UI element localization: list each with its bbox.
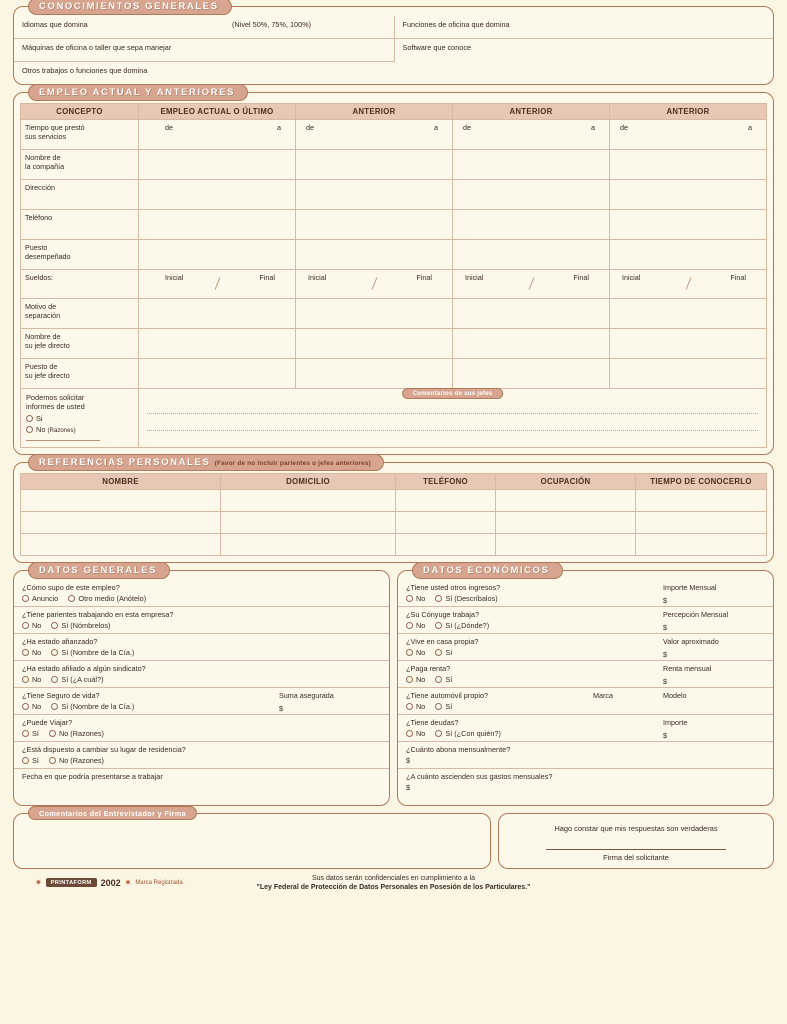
a-label-2: a [434,123,438,132]
radio-icon-casa-si[interactable] [435,649,442,656]
de-opt-casa-si[interactable] [435,648,452,657]
section-title-conocimientos: CONOCIMIENTOS GENERALES [28,0,232,15]
section-title-empleo: EMPLEO ACTUAL Y ANTERIORES [28,84,248,101]
de-opt-deudas-si[interactable] [435,729,501,738]
de-percepcion-mensual-money[interactable]: $ [663,623,667,632]
de-q-otros-ingresos [398,580,773,607]
dg-opt-afianzado-no[interactable] [22,648,41,657]
de-label-automovil: ¿Tiene automóvil propio? [406,691,489,700]
dg-q-afianzado [14,634,389,661]
radio-icon-viajar-no[interactable] [49,730,56,737]
referencias-body [14,463,773,562]
radio-icon-afianzado-no[interactable] [22,649,29,656]
referencias-cell-ocupacion-1[interactable] [496,490,636,512]
brand-year: 2002 [100,877,121,888]
inicial-label-1: Inicial [165,273,184,282]
dg-opt-seguro-no[interactable] [22,702,41,711]
referencias-subtitle-text: (Favor de no incluir parientes o jefes anteriores) [214,460,371,467]
brand-block [35,878,183,888]
dg-opt-sindicato-no-label: No [32,675,42,684]
empleo-cell-jefe-nombre-2[interactable] [296,329,453,359]
radio-icon-conyuge-no[interactable] [406,622,413,629]
empleo-cell-nombre-4[interactable] [610,150,767,180]
radio-icon-conyuge-si[interactable] [435,622,442,629]
legal-line-1: Sus datos serán confidenciales en cumplimiento a la [311,875,476,882]
final-label-2: Final [416,273,432,282]
de-label-abono: ¿Cuánto abona mensualmente? [406,745,511,754]
radio-icon-sindicato-no[interactable] [22,676,29,683]
de-opt-casa-si-label: Sí [445,648,453,657]
declaracion-text: Hago constar que mis respuestas son verdaderas [554,824,718,833]
dg-opt-parientes-no-label: No [32,621,42,630]
firma-line[interactable] [546,849,726,850]
de-q-automovil [398,688,773,715]
field-maquinas[interactable] [14,39,394,62]
de-importe-deuda [663,718,765,740]
de-q-conyuge [398,607,773,634]
empleo-cell-direccion-4[interactable] [610,180,767,210]
a-label-4: a [748,123,752,132]
empleo-row-puesto [21,240,767,270]
de-opt-auto-no-label: No [416,702,426,711]
empleo-cell-sueldo-2[interactable] [296,270,453,299]
de-q-renta [398,661,773,688]
dg-q-viajar [14,715,389,742]
referencias-cell-domicilio-2[interactable] [221,512,396,534]
radio-icon-ingresos-si[interactable] [435,595,442,602]
de-opt-casa-no[interactable] [406,648,425,657]
field-software[interactable] [394,39,774,62]
comentarios-jefes-line-1[interactable] [147,403,758,414]
dg-opt-parientes-si[interactable] [51,621,110,630]
dg-opt-seguro-no-label: No [32,702,42,711]
de-valor-aproximado-money[interactable]: $ [663,650,667,659]
de-opt-renta-no-label: No [416,675,426,684]
empleo-cell-nombre-1[interactable] [139,150,296,180]
de-opt-ingresos-no-label: No [416,594,426,603]
empleo-label-jefe-puesto: Puesto de su jefe directo [21,359,139,389]
referencias-header-telefono: TELÉFONO [396,474,496,490]
legal-line-2: "Ley Federal de Protección de Datos Personales en Posesión de los Particulares." [256,884,531,892]
de-opt-renta-si-label: Sí [445,675,453,684]
referencias-cell-nombre-1[interactable] [21,490,221,512]
de-opt-conyuge-si[interactable] [435,621,489,630]
de-label-4: de [620,123,628,132]
empleo-table [20,103,767,389]
de-opt-auto-no[interactable] [406,702,425,711]
de-q-abono [398,742,773,769]
empleo-row-motivo [21,299,767,329]
referencias-cell-telefono-1[interactable] [396,490,496,512]
radio-icon-informes-si[interactable] [26,415,33,422]
empleo-cell-tiempo-4[interactable] [610,120,767,150]
empleo-cell-jefe-nombre-1[interactable] [139,329,296,359]
de-abono-money[interactable]: $ [406,756,411,765]
empleo-row-jefe-puesto [21,359,767,389]
radio-icon-seguro-si[interactable] [51,703,58,710]
referencias-cell-tiempo-1[interactable] [636,490,767,512]
de-label-deudas: ¿Tiene deudas? [406,718,459,727]
empleo-cell-direccion-3[interactable] [453,180,610,210]
dg-label-seguro-vida: ¿Tiene Seguro de vida? [22,691,100,700]
de-q-gastos [398,769,773,795]
empleo-cell-direccion-1[interactable] [139,180,296,210]
dg-opt-viajar-si[interactable] [22,729,39,738]
datos-economicos-body [398,571,773,795]
empleo-cell-puesto-3[interactable] [453,240,610,270]
de-opt-deudas-si-label: Sí (¿Con quién?) [445,729,501,738]
field-funciones-oficina[interactable] [394,16,774,39]
de-q-deudas [398,715,773,742]
dg-suma-asegurada-label: Suma asegurada [279,691,334,700]
dg-opt-anuncio[interactable] [22,594,58,603]
empleo-cell-motivo-1[interactable] [139,299,296,329]
empleo-cell-telefono-2[interactable] [296,210,453,240]
de-label-conyuge: ¿Su Cónyuge trabaja? [406,610,480,619]
de-q-casa-propia [398,634,773,661]
empleo-cell-motivo-3[interactable] [453,299,610,329]
dg-opt-viajar-no[interactable] [49,729,104,738]
de-label-casa-propia: ¿Vive en casa propia? [406,637,479,646]
de-opt-conyuge-no-label: No [416,621,426,630]
empleo-cell-tiempo-3[interactable] [453,120,610,150]
dg-suma-asegurada [279,691,381,713]
de-valor-aproximado-label: Valor aproximado [663,637,719,646]
informes-razones-line[interactable] [26,434,100,441]
empleo-label-puesto: Puesto desempeñado [21,240,139,270]
label-maquinas: Máquinas de oficina o taller que sepa manejar [22,43,172,52]
de-modelo [663,691,765,700]
de-importe-deuda-money[interactable]: $ [663,731,667,740]
de-label-1: de [165,123,173,132]
de-label-gastos: ¿A cuánto ascienden sus gastos mensuales? [406,772,553,781]
de-label-renta: ¿Paga renta? [406,664,451,673]
radio-icon-informes-no[interactable] [26,426,33,433]
de-opt-deudas-no[interactable] [406,729,425,738]
empleo-label-tiempo: Tiempo que prestó sus servicios [21,120,139,150]
section-title-datos-economicos: DATOS ECONÓMICOS [412,562,563,579]
empleo-cell-puesto-2[interactable] [296,240,453,270]
de-modelo-label: Modelo [663,691,687,700]
informes-si-label: Si [36,414,43,423]
radio-icon-renta-si[interactable] [435,676,442,683]
informes-label-block [21,389,139,447]
dg-q-parientes [14,607,389,634]
section-datos-economicos [397,565,774,806]
dg-opt-parientes-si-label: Sí (Nómbrelos) [61,621,111,630]
label-software: Software que conoce [402,43,472,52]
empleo-cell-telefono-1[interactable] [139,210,296,240]
informes-option-si[interactable] [26,414,133,423]
empleo-cell-motivo-4[interactable] [610,299,767,329]
label-nivel: (Nivel 50%, 75%, 100%) [232,20,312,29]
referencias-header-row [21,474,767,490]
empleo-row-nombre-compania [21,150,767,180]
dg-label-parientes: ¿Tiene parientes trabajando en esta empresa? [22,610,174,619]
empleo-header-actual: EMPLEO ACTUAL O ÚLTIMO [139,104,296,120]
empleo-header-anterior-1: ANTERIOR [296,104,453,120]
radio-icon-seguro-no[interactable] [22,703,29,710]
empleo-cell-jefe-nombre-3[interactable] [453,329,610,359]
de-label-3: de [463,123,471,132]
dg-q-sindicato [14,661,389,688]
label-funciones-oficina: Funciones de oficina que domina [402,20,510,29]
empleo-header-concepto: CONCEPTO [21,104,139,120]
declaracion-box [498,813,774,869]
brand-row [13,877,774,893]
empleo-header-anterior-3: ANTERIOR [610,104,767,120]
dg-opt-seguro-si[interactable] [51,702,134,711]
radio-icon-anuncio[interactable] [22,595,29,602]
referencias-cell-telefono-2[interactable] [396,512,496,534]
dg-q-como-supo [14,580,389,607]
de-renta-mensual-money[interactable]: $ [663,677,667,686]
datos-generales-body [14,571,389,805]
printaform-logo: PRINTAFORM [46,878,97,887]
referencias-cell-telefono-3[interactable] [396,534,496,556]
dg-opt-viajar-si-label: Sí [32,729,39,738]
radio-icon-residencia-si[interactable] [22,757,29,764]
referencias-header-ocupacion: OCUPACIÓN [496,474,636,490]
informes-label: Podemos solicitar informes de usted [26,393,85,411]
empleo-cell-jefe-puesto-2[interactable] [296,359,453,389]
empleo-label-telefono: Teléfono [21,210,139,240]
radio-icon-afianzado-si[interactable] [51,649,58,656]
dg-suma-asegurada-money[interactable]: $ [279,704,283,713]
table-row [21,490,767,512]
section-title-referencias [28,454,384,471]
empleo-body [14,93,773,454]
radio-icon-ingresos-no[interactable] [406,595,413,602]
dg-opt-sindicato-si[interactable] [51,675,103,684]
de-opt-renta-si[interactable] [435,675,452,684]
final-label-4: Final [730,273,746,282]
inicial-label-3: Inicial [465,273,484,282]
radio-icon-otro-medio[interactable] [68,595,75,602]
dg-q-residencia [14,742,389,769]
radio-icon-sindicato-si[interactable] [51,676,58,683]
empleo-cell-jefe-nombre-4[interactable] [610,329,767,359]
dg-opt-residencia-si[interactable] [22,756,39,765]
de-opt-ingresos-no[interactable] [406,594,425,603]
dg-opt-afianzado-si[interactable] [51,648,134,657]
dg-label-afianzado: ¿Ha estado afianzado? [22,637,98,646]
table-row [21,512,767,534]
dg-label-sindicato: ¿Ha estado afiliado a algún sindicato? [22,664,146,673]
radio-icon-deudas-no[interactable] [406,730,413,737]
referencias-header-tiempo: TIEMPO DE CONOCERLO [636,474,767,490]
firma-label: Firma del solicitante [603,853,669,862]
empleo-cell-sueldo-3[interactable] [453,270,610,299]
conocimientos-row-2 [14,39,773,62]
referencias-cell-domicilio-3[interactable] [221,534,396,556]
table-row [21,534,767,556]
radio-icon-auto-si[interactable] [435,703,442,710]
empleo-label-sueldos: Sueldos: [21,270,139,299]
de-opt-casa-no-label: No [416,648,426,657]
section-referencias [13,457,774,563]
referencias-cell-domicilio-1[interactable] [221,490,396,512]
referencias-cell-nombre-3[interactable] [21,534,221,556]
referencias-cell-tiempo-3[interactable] [636,534,767,556]
empleo-cell-tiempo-2[interactable] [296,120,453,150]
section-datos-generales [13,565,390,806]
dg-q-seguro-vida [14,688,389,715]
comentarios-entrevistador-box[interactable] [13,808,491,869]
de-opt-auto-si[interactable] [435,702,452,711]
radio-icon-auto-no[interactable] [406,703,413,710]
informes-no-label: No [36,425,46,434]
empleo-cell-jefe-puesto-4[interactable] [610,359,767,389]
dg-label-residencia: ¿Está dispuesto a cambiar su lugar de residencia? [22,745,186,754]
empleo-label-motivo: Motivo de separación [21,299,139,329]
empleo-row-jefe-nombre [21,329,767,359]
empleo-row-tiempo [21,120,767,150]
empleo-label-jefe-nombre: Nombre de su jefe directo [21,329,139,359]
empleo-cell-puesto-1[interactable] [139,240,296,270]
a-label-1: a [277,123,281,132]
de-marca-label: Marca [593,691,613,700]
empleo-cell-tiempo-1[interactable] [139,120,296,150]
de-percepcion-mensual-label: Percepción Mensual [663,610,729,619]
star-icon: ✷ [35,878,42,888]
inicial-label-2: Inicial [308,273,327,282]
de-importe-mensual-money[interactable]: $ [663,596,667,605]
de-importe-deuda-label: Importe [663,718,688,727]
comentarios-jefes-block[interactable] [139,389,766,447]
informes-row [20,389,767,448]
de-gastos-money[interactable]: $ [406,783,411,792]
radio-icon-parientes-si[interactable] [51,622,58,629]
empleo-row-telefono [21,210,767,240]
comentarios-jefes-line-2[interactable] [147,420,758,431]
de-percepcion-mensual [663,610,765,632]
informes-razones-label: (Razones) [47,427,76,434]
final-label-3: Final [573,273,589,282]
dg-label-como-supo: ¿Cómo supo de este empleo? [22,583,120,592]
empleo-cell-motivo-2[interactable] [296,299,453,329]
a-label-3: a [591,123,595,132]
dg-opt-anuncio-label: Anuncio [32,594,59,603]
de-importe-mensual [663,583,765,605]
referencias-cell-nombre-2[interactable] [21,512,221,534]
dg-q-fecha-presentarse[interactable] [14,769,389,805]
section-conocimientos-generales [13,1,774,85]
empleo-cell-jefe-puesto-3[interactable] [453,359,610,389]
inicial-label-4: Inicial [622,273,641,282]
empleo-label-nombre-compania: Nombre de la compañía [21,150,139,180]
de-opt-conyuge-si-label: Sí (¿Dónde?) [445,621,490,630]
comentarios-entrevistador-tag: Comentarios del Entrevistador y Firma [28,806,197,820]
radio-icon-viajar-si[interactable] [22,730,29,737]
comentarios-jefes-tag: Comentarios de sus jefes [402,388,504,399]
radio-icon-renta-no[interactable] [406,676,413,683]
de-opt-ingresos-si-label: Sí (Descríbalos) [445,594,498,603]
final-label-1: Final [259,273,275,282]
dg-opt-viajar-no-label: No (Razones) [58,729,104,738]
footer-boxes [13,808,774,869]
de-label-2: de [306,123,314,132]
dg-opt-otro-medio[interactable] [68,594,146,603]
empleo-cell-sueldo-4[interactable] [610,270,767,299]
conocimientos-row-3 [14,62,773,84]
empleo-cell-sueldo-1[interactable] [139,270,296,299]
empleo-cell-telefono-4[interactable] [610,210,767,240]
empleo-cell-telefono-3[interactable] [453,210,610,240]
empleo-row-direccion [21,180,767,210]
radio-icon-parientes-no[interactable] [22,622,29,629]
empleo-header-row [21,104,767,120]
field-otros-trabajos[interactable] [14,62,773,84]
dg-label-viajar: ¿Puede Viajar? [22,718,73,727]
datos-columns [13,565,774,813]
de-opt-auto-si-label: Sí [445,702,453,711]
referencias-title-text: REFERENCIAS PERSONALES [39,457,211,468]
brand-marca-registrada: Marca Registrada [135,879,183,886]
field-idiomas[interactable] [14,16,394,39]
de-opt-deudas-no-label: No [416,729,426,738]
empleo-cell-jefe-puesto-1[interactable] [139,359,296,389]
dg-opt-sindicato-no[interactable] [22,675,41,684]
empleo-row-sueldos [21,270,767,299]
referencias-cell-ocupacion-2[interactable] [496,512,636,534]
dg-opt-parientes-no[interactable] [22,621,41,630]
de-label-otros-ingresos: ¿Tiene usted otros ingresos? [406,583,501,592]
dg-opt-seguro-si-label: Sí (Nombre de la Cía.) [61,702,135,711]
dg-opt-residencia-no[interactable] [49,756,104,765]
empleo-label-direccion: Dirección [21,180,139,210]
referencias-table [20,473,767,556]
referencias-header-domicilio: DOMICILIO [221,474,396,490]
conocimientos-body [14,7,773,84]
de-opt-conyuge-no[interactable] [406,621,425,630]
star-icon-2: ✷ [124,878,132,888]
de-renta-mensual [663,664,765,686]
empleo-cell-nombre-2[interactable] [296,150,453,180]
dg-opt-sindicato-si-label: Sí (¿A cuál?) [61,675,104,684]
empleo-cell-nombre-3[interactable] [453,150,610,180]
referencias-header-nombre: NOMBRE [21,474,221,490]
empleo-cell-puesto-4[interactable] [610,240,767,270]
radio-icon-casa-no[interactable] [406,649,413,656]
section-title-datos-generales: DATOS GENERALES [28,562,170,579]
de-valor-aproximado [663,637,765,659]
section-empleo [13,87,774,455]
radio-icon-deudas-si[interactable] [435,730,442,737]
informes-option-no[interactable] [26,425,133,443]
referencias-cell-ocupacion-3[interactable] [496,534,636,556]
de-importe-mensual-label: Importe Mensual [663,583,717,592]
radio-icon-residencia-no[interactable] [49,757,56,764]
referencias-cell-tiempo-2[interactable] [636,512,767,534]
de-opt-ingresos-si[interactable] [435,594,497,603]
empleo-cell-direccion-2[interactable] [296,180,453,210]
dg-opt-otro-medio-label: Otro medio (Anótelo) [78,594,147,603]
dg-opt-residencia-si-label: Sí [32,756,39,765]
de-renta-mensual-label: Renta mensual [663,664,712,673]
de-opt-renta-no[interactable] [406,675,425,684]
dg-label-fecha-presentarse: Fecha en que podría presentarse a trabajar [22,772,163,781]
dg-opt-afianzado-no-label: No [32,648,42,657]
label-otros-trabajos: Otros trabajos o funciones que domina [22,66,148,75]
empleo-header-anterior-2: ANTERIOR [453,104,610,120]
dg-opt-residencia-no-label: No (Razones) [58,756,104,765]
label-idiomas: Idiomas que domina [22,20,88,29]
conocimientos-row-1 [14,16,773,39]
dg-opt-afianzado-si-label: Sí (Nombre de la Cía.) [61,648,135,657]
